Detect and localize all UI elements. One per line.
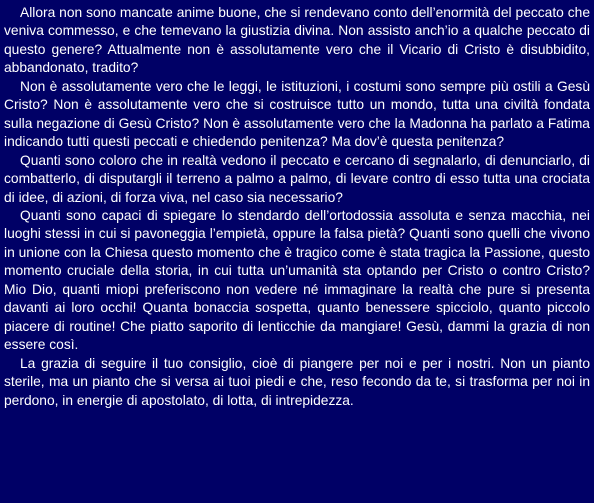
paragraph-1: Allora non sono mancate anime buone, che si rendevano conto dell’enormità del peccato che veniva commesso, e che temevano la giustizia divina. Non assisto anch’io a qualche peccato di questo genere? Attualmente non è assolutamente vero che il Vicario di Cristo è disubbidito, abbandonato, tradito? [4,5,590,76]
paragraph-2: Non è assolutamente vero che le leggi, le istituzioni, i costumi sono sempre più ostili a Gesù Cristo? Non è assolutamente vero che si costruisce tutto un mondo, tutta una civiltà fondata sulla negazione di Gesù Cristo? Non è assolutamente vero che la Madonna ha parlato a Fatima indicando tutti questi peccati e chiedendo penitenza? Ma dov’è questa penitenza? [4,78,590,150]
paragraph-5: La grazia di seguire il tuo consiglio, cioè di piangere per noi e per i nostri. Non un pianto sterile, ma un pianto che si versa ai tuoi piedi e che, reso fecondo da te, si trasforma per noi in perdono, in energie di apostolato, di lotta, di intrepidezza. [4,355,590,408]
paragraph-4: Quanti sono capaci di spiegare lo stendardo dell’ortodossia assoluta e senza macchia, nei luoghi stessi in cui si pavoneggia l’empietà, oppure la falsa pietà? Quanti sono quelli che vivono in unione con la Chiesa questo momento che è tragico come è stata tragica la Passione, questo momento cruciale della storia, in cui tutta un’umanità sta optando per Cristo o contro Cristo? Mio Dio, quanti miopi preferiscono non vedere né immaginare la realtà che pure si presenta davanti ai loro occhi! Quanta bonaccia sospetta, quanto benessere spicciolo, quanto piccolo piacere di routine! Che piatto saporito di lenticchie da mangiare! Gesù, dammi la grazia di non essere così. [4,207,590,353]
paragraph-3: Quanti sono coloro che in realtà vedono il peccato e cercano di segnalarlo, di denunciarlo, di combatterlo, di disputargli il terreno a palmo a palmo, di levare contro di esso tutta una crociata di idee, di azioni, di forza viva, nel caso sia necessario? [4,152,590,205]
